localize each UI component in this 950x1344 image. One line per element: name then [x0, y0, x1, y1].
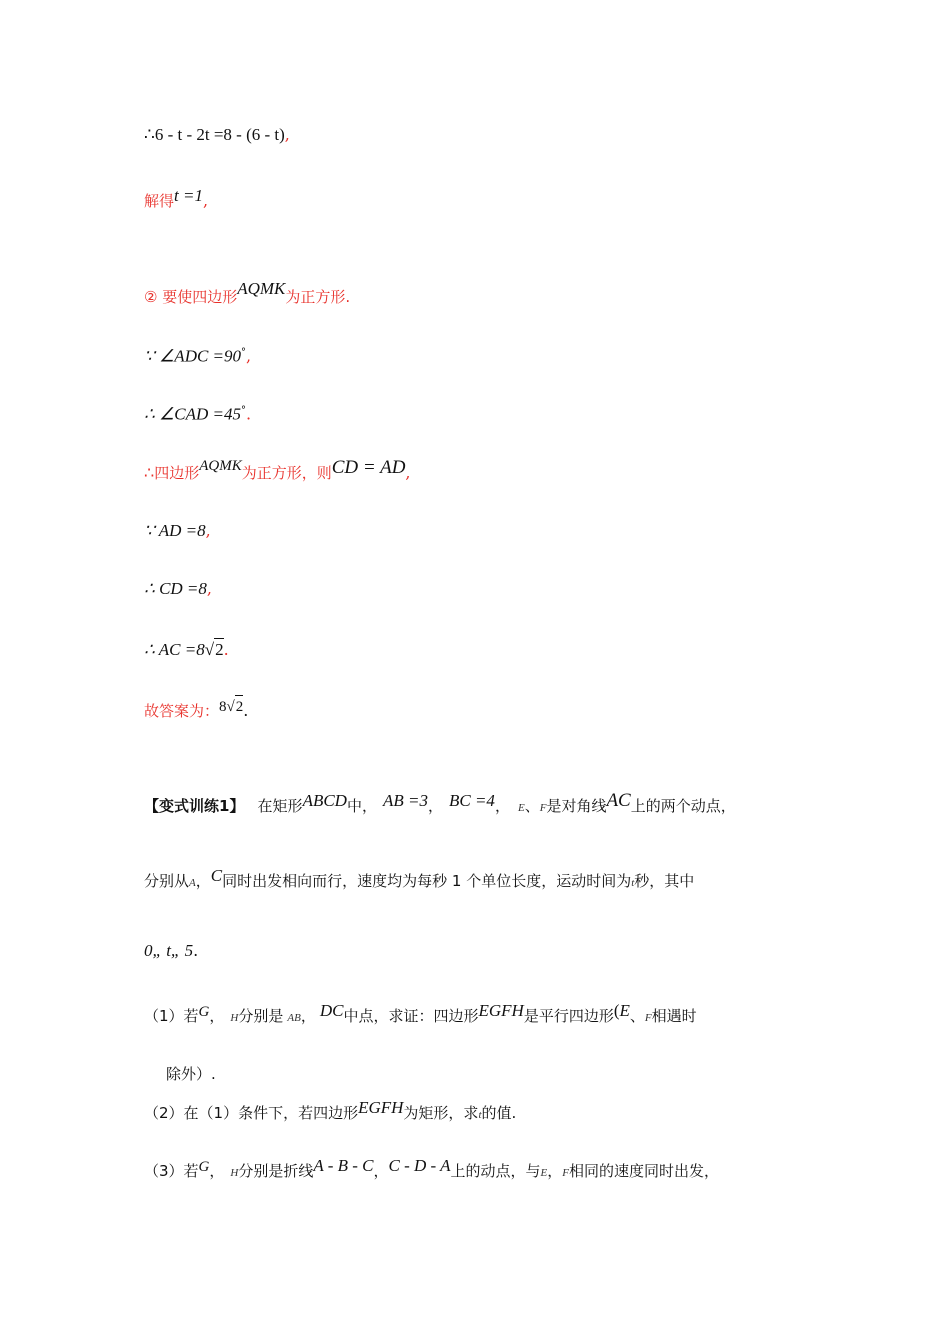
radicand: 2 [215, 640, 224, 659]
text: 解得 [144, 192, 175, 210]
text: 四边形 [154, 464, 200, 482]
problem-line-2 [144, 866, 695, 894]
punct: , [206, 579, 212, 598]
punct: , [246, 346, 252, 366]
text: 分别是 [238, 1007, 284, 1025]
solution-line-6 [144, 457, 411, 485]
question-1 [144, 1001, 697, 1029]
solution-line-8 [144, 578, 212, 600]
problem-title: 【变式训练1】 [144, 797, 245, 815]
point-f: F [562, 1167, 570, 1179]
text: 是平行四边形 [523, 1007, 614, 1025]
variable-t: t [478, 1109, 482, 1121]
punct: . [193, 941, 199, 960]
solution-line-2 [144, 186, 209, 212]
text: 、 [629, 1007, 645, 1025]
symbol: ∴ [144, 463, 155, 482]
text: 中点，求证：四边形 [343, 1007, 479, 1025]
number: 8 [219, 699, 227, 715]
text: 为正方形，则 [241, 464, 332, 482]
question-3 [144, 1156, 720, 1184]
degree: ° [241, 347, 247, 358]
equation: ∴ CD =8 [144, 579, 207, 598]
point-g: G [198, 1004, 210, 1020]
text: 相同的速度同时出发， [569, 1162, 720, 1180]
equation: BC =4 [448, 791, 495, 810]
text: 上的动点，与 [450, 1162, 541, 1180]
solution-line-5 [144, 400, 251, 425]
text: 、 [524, 797, 540, 815]
text: 在矩形 [257, 797, 303, 815]
point-c: C [210, 866, 223, 885]
punct: , [405, 463, 411, 482]
text: ， [494, 797, 510, 815]
equation: ∴ ∠CAD =45 [144, 404, 242, 424]
point-a: A [189, 877, 196, 889]
text: 是对角线 [546, 797, 607, 815]
text: ， [300, 1007, 316, 1025]
point-h: H [230, 1167, 239, 1179]
punct: . [223, 640, 229, 659]
point-g: G [198, 1159, 210, 1175]
text: 除外）. [166, 1065, 216, 1083]
text: 秒，其中 [634, 872, 695, 890]
text: 中， [346, 797, 377, 815]
text: ② 要使四边形 [144, 288, 238, 306]
equation: ∵ AD =8 [144, 521, 206, 540]
text: ( [613, 1001, 620, 1020]
text: ， [195, 872, 211, 890]
solution-line-3 [144, 279, 351, 308]
punct: , [284, 125, 290, 144]
solution-line-1 [144, 124, 290, 146]
text: ， [209, 1162, 225, 1180]
quad-name: AQMK [237, 279, 286, 298]
point-e: E [619, 1001, 630, 1020]
variable-t: t [631, 877, 635, 889]
text: 同时出发相向而行，速度均为每秒 1 个单位长度，运动时间为 [222, 872, 632, 890]
equation: AB =3 [382, 791, 428, 810]
punct: , [202, 191, 209, 210]
quad-name: EGFH [478, 1001, 524, 1020]
text: 分别从 [144, 872, 190, 890]
question-2 [144, 1098, 517, 1126]
segment: DC [319, 1001, 344, 1020]
text: 上的两个动点， [630, 797, 736, 815]
segment: AC [606, 790, 631, 811]
point-f: F [644, 1012, 652, 1024]
equation: ∵ ∠ADC =90 [144, 346, 242, 366]
quad-name: AQMK [199, 458, 242, 474]
text: （1）若 [144, 1007, 199, 1025]
punct: , [205, 521, 211, 540]
text: ， [209, 1007, 225, 1025]
quad-name: EGFH [358, 1098, 404, 1117]
polyline: C - D - A [388, 1156, 451, 1175]
equation: t =1 [174, 186, 203, 205]
degree: ° [241, 405, 247, 416]
inequality: 0„ t„ 5 [144, 941, 194, 960]
solution-line-7 [144, 520, 211, 542]
solution-line-9: ∴ AC =8√2. [144, 640, 229, 659]
text: 的值. [481, 1104, 517, 1122]
text: 相遇时 [651, 1007, 697, 1025]
segment: AB [287, 1012, 301, 1024]
punct: . [246, 404, 252, 424]
problem-line-1 [144, 790, 736, 819]
point-h: H [230, 1012, 239, 1024]
equation: ∴6 - t - 2t =8 - (6 - t) [144, 125, 285, 144]
polyline: A - B - C [313, 1156, 374, 1175]
text: ， [547, 1162, 563, 1180]
point-e: E [517, 802, 525, 814]
solution-line-4 [144, 342, 251, 367]
solution-line-10: 故答案为：8√2. [144, 700, 248, 723]
point-f: F [539, 802, 547, 814]
text: 为正方形. [285, 288, 351, 306]
text: （2）在（1）条件下，若四边形 [144, 1104, 359, 1122]
text: 分别是折线 [238, 1162, 314, 1180]
punct: . [243, 701, 249, 720]
text: ， [373, 1162, 389, 1180]
point-e: E [540, 1167, 548, 1179]
text: 为矩形，求 [403, 1104, 479, 1122]
question-1-cont [166, 1063, 216, 1085]
text: 故答案为： [144, 702, 220, 720]
radicand: 2 [235, 695, 244, 718]
text: （3）若 [144, 1162, 199, 1180]
problem-line-3 [144, 940, 198, 962]
rect-name: ABCD [302, 791, 347, 810]
equation: CD = AD [331, 457, 406, 478]
equation: ∴ AC =8 [144, 640, 205, 659]
text: ， [427, 797, 443, 815]
